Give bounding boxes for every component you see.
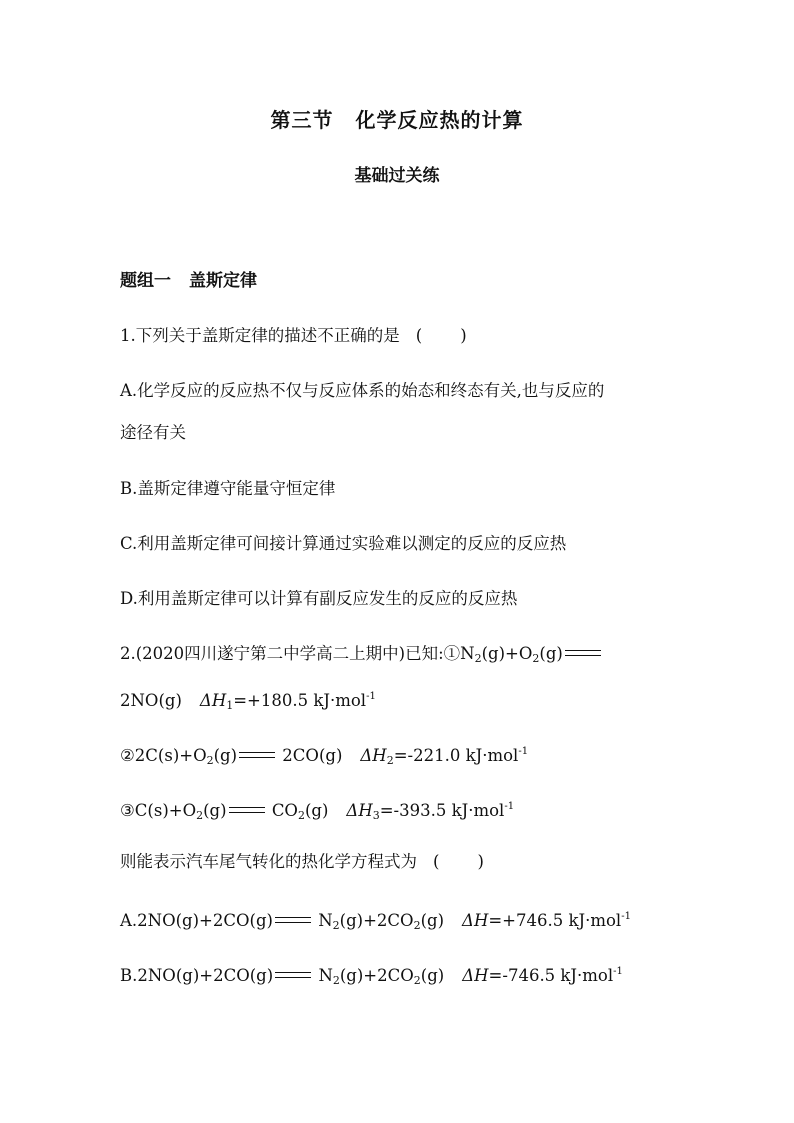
q2-eq3: $③C(s)+O_2(g)$ $CO_2(g)$ $\Delta H_3=-393.5$ kJ·mol$^{-1}$ <box>120 801 515 822</box>
q1-option-b: B.盖斯定律遵守能量守恒定律 <box>120 479 336 498</box>
equals-arrow <box>229 807 265 813</box>
equals-arrow <box>239 752 275 758</box>
q2-option-a: A.2NO(g)+2CO(g) $N_2(g)+2CO_2(g)$ ΔH=+746.5 kJ·mol$^{-1}$ <box>120 911 631 932</box>
answer-blank: ( ) <box>415 326 467 345</box>
group-label: 题组一 <box>120 271 171 291</box>
equals-arrow <box>565 650 601 656</box>
group-heading <box>120 269 257 293</box>
q1-option-c: C.利用盖斯定律可间接计算通过实验难以测定的反应的反应热 <box>120 534 567 553</box>
section-number: 第三节 <box>270 108 334 132</box>
q1-option-a-cont: 途径有关 <box>120 423 186 442</box>
page-title <box>0 104 794 133</box>
page-subtitle: 基础过关练 <box>354 166 440 186</box>
q1-stem: 1.下列关于盖斯定律的描述不正确的是 ( ) <box>120 324 467 348</box>
q2-eq1-line2: 2NO(g) $\Delta H_1=+180.5$ kJ·mol$^{-1}$ <box>120 691 376 712</box>
q2-option-b: B.2NO(g)+2CO(g) $N_2(g)+2CO_2(g)$ ΔH=-746.5 kJ·mol$^{-1}$ <box>120 966 623 987</box>
section-name: 化学反应热的计算 <box>355 108 524 132</box>
q1-option-a: A.化学反应的反应热不仅与反应体系的始态和终态有关,也与反应的 <box>120 381 605 400</box>
q2-ask: 则能表示汽车尾气转化的热化学方程式为 ( ) <box>120 850 484 874</box>
q2-stem: 2.(2020四川遂宁第二中学高二上期中)已知$:①N_2(g)+O_2(g)$ <box>120 642 603 671</box>
q1-option-d: D.利用盖斯定律可以计算有副反应发生的反应的反应热 <box>120 589 518 608</box>
group-name: 盖斯定律 <box>189 271 257 291</box>
equals-arrow <box>275 972 311 978</box>
equals-arrow <box>275 917 311 923</box>
answer-blank: ( ) <box>433 852 484 871</box>
q2-eq2: $②2C(s)+O_2(g)$ 2CO(g) $\Delta H_2=-221.0$ kJ·mol$^{-1}$ <box>120 746 529 767</box>
